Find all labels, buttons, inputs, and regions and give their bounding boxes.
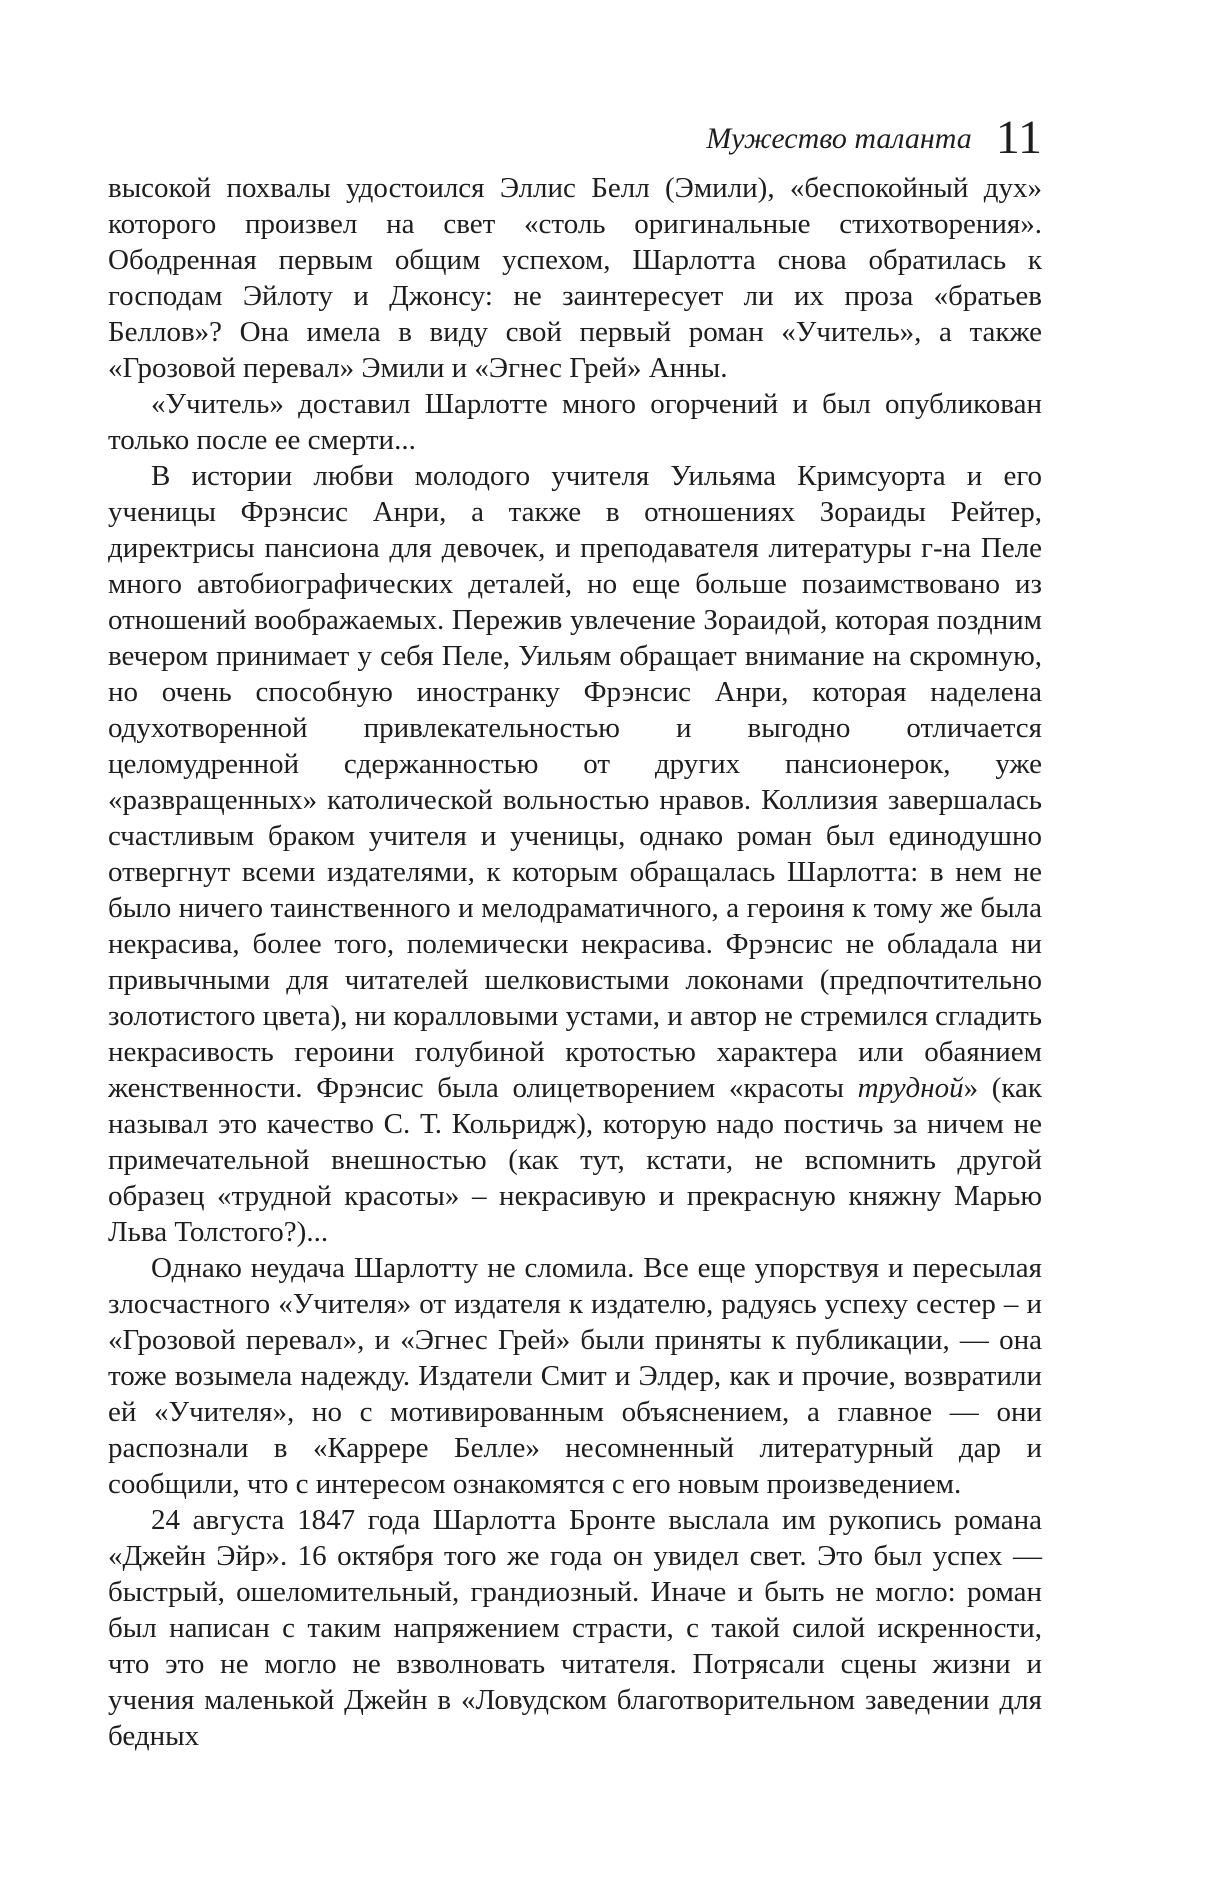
paragraph-4: Однако неудача Шарлотту не сломила. Все еще упорствуя и пересылая злосчастного «Учителя» от издателя к издателю, радуясь успеху сестер – и «Грозовой перевал», и «Эгнес Грей» были приняты к публикации, — она тоже возымела надежду. Издатели Смит и Элдер, как и прочие, возвратили ей «Учителя», но с мотивированным объяснением, а главное — они распознали в «Каррере Белле» несомненный литературный дар и сообщили, что с интересом ознакомятся с его новым произведением.: [108, 1252, 1042, 1500]
paragraph-1: высокой похвалы удостоился Эллис Белл (Эмили), «беспокойный дух» которого произвел на свет «столь оригинальные стихотворения». Ободренная первым общим успехом, Шарлотта снова обратилась к господам Эйлоту и Джонсу: не заинтересует ли их проза «братьев Беллов»? Она имела в виду свой первый роман «Учитель», а также «Грозовой перевал» Эмили и «Эгнес Грей» Анны.: [108, 172, 1042, 384]
body-text: [108, 170, 1042, 1754]
paragraph-3-part-2: » (как называл это качество С. Т. Кольридж), которую надо постичь за ничем не примечательной внешностью (как тут, кстати, не вспомнить другой образец «трудной красоты» – некрасивую и прекрасную княжну Марью Льва Толстого?)...: [108, 1072, 1042, 1248]
page-number: 11: [995, 111, 1042, 164]
paragraph-2: «Учитель» доставил Шарлотте много огорчений и был опубликован только после ее смерти...: [108, 388, 1042, 456]
paragraph-3: [108, 458, 1042, 1250]
running-title: Мужество таланта: [706, 122, 972, 155]
paragraph-3-part-1: В истории любви молодого учителя Уильяма Кримсуорта и его ученицы Фрэнсис Анри, а также в отношениях Зораиды Рейтер, директрисы пансиона для девочек, и преподавателя литературы г-на Пеле много автобиографических деталей, но еще больше позаимствовано из отношений воображаемых. Пережив увлечение Зораидой, которая поздним вечером принимает у себя Пеле, Уильям обращает внимание на скромную, но очень способную иностранку Фрэнсис Анри, которая наделена одухотворенной привлекательностью и выгодно отличается целомудренной сдержанностью от других пансионерок, уже «развращенных» католической вольностью нравов. Коллизия завершалась счастливым браком учителя и ученицы, однако роман был единодушно отвергнут всеми издателями, к которым обращалась Шарлотта: в нем не было ничего таинственного и мелодраматичного, а героиня к тому же была некрасива, более того, полемически некрасива. Фрэнсис не обладала ни привычными для читателей шелковистыми локонами (предпочтительно золотистого цвета), ни коралловыми устами, и автор не стремился сгладить некрасивость героини голубиной кротостью характера или обаянием женственности. Фрэнсис была олицетворением «красоты: [108, 460, 1042, 1104]
running-head: [108, 100, 1042, 162]
paragraph-5: 24 августа 1847 года Шарлотта Бронте выслала им рукопись романа «Джейн Эйр». 16 октября того же года он увидел свет. Это был успех — быстрый, ошеломительный, грандиозный. Иначе и быть не могло: роман был написан с таким напряжением страсти, с такой силой искренности, что это не могло не взволновать читателя. Потрясали сцены жизни и учения маленькой Джейн в «Ловудском благотворительном заведении для бедных: [108, 1504, 1042, 1752]
book-page: [108, 100, 1042, 1754]
emphasis-word: трудной: [857, 1072, 964, 1104]
